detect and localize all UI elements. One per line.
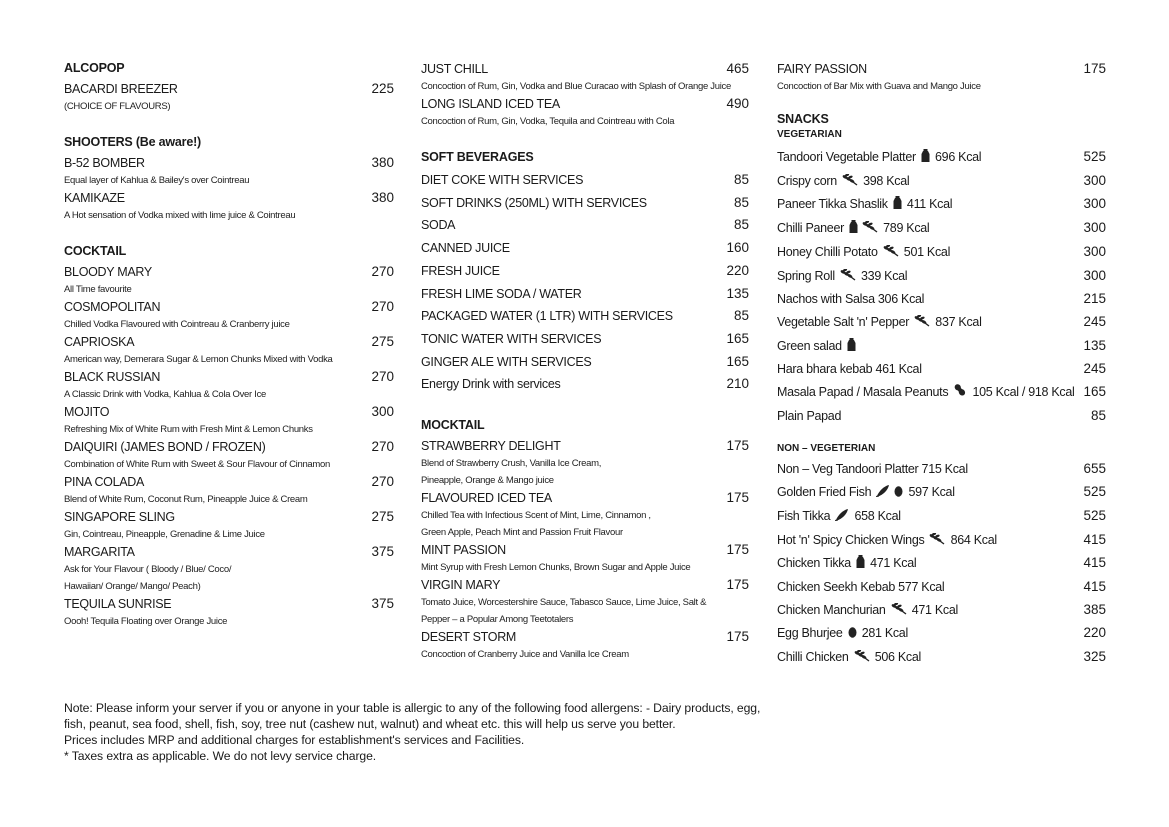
menu-item: [777, 576, 1106, 599]
item-price: 85: [733, 194, 749, 210]
item-price: 375: [371, 544, 394, 559]
item-description: Mint Syrup with Fresh Lemon Chunks, Brown Sugar and Apple Juice: [421, 562, 691, 574]
menu-item: [421, 169, 749, 192]
item-description: Oooh! Tequila Floating over Orange Juice: [64, 616, 228, 627]
item-description: Ask for Your Flavour ( Bloody / Blue/ Coco/: [64, 564, 232, 575]
item-name: JUST CHILL: [421, 62, 488, 76]
item-name: SOFT DRINKS (250ML) WITH SERVICES: [421, 195, 647, 210]
item-name: PINA COLADA: [64, 475, 145, 489]
menu-item: [777, 217, 1106, 241]
menu-item: [64, 80, 394, 98]
fish-icon: [876, 483, 890, 505]
item-calories: 281 Kcal: [861, 626, 908, 641]
menu-item: [777, 622, 1106, 646]
menu-column-1: [64, 60, 394, 630]
item-price: 270: [371, 474, 394, 489]
item-calories: 339 Kcal: [861, 268, 908, 283]
item-price: 135: [1083, 337, 1106, 353]
item-description: American way, Demerara Sugar & Lemon Chunks Mixed with Vodka: [64, 354, 333, 365]
note-line: Prices includes MRP and additional charges for establishment's services and Facilities.: [64, 733, 525, 747]
menu-item: [777, 193, 1106, 217]
item-label: Chicken Seekh Kebab 577 Kcal: [777, 579, 945, 594]
item-name: STRAWBERRY DELIGHT: [421, 439, 561, 454]
item-description: (CHOICE OF FLAVOURS): [64, 101, 171, 112]
item-price: 85: [1090, 407, 1106, 423]
item-price: 275: [371, 334, 394, 349]
item-name: [777, 647, 921, 670]
item-price: 300: [1083, 172, 1106, 188]
item-description: Concoction of Cranberry Juice and Vanilla Ice Cream: [421, 649, 629, 661]
subsection-title-vegetarian: VEGETARIAN: [777, 129, 842, 140]
item-description: Refreshing Mix of White Rum with Fresh Mint & Lemon Chunks: [64, 424, 313, 435]
wheat-icon: [891, 601, 907, 623]
wheat-icon: [914, 313, 930, 335]
item-label: Egg Bhurjee: [777, 626, 843, 641]
section-shooters: [64, 134, 394, 224]
item-name: [777, 406, 841, 428]
item-name: LONG ISLAND ICED TEA: [421, 97, 560, 111]
item-price: 175: [726, 542, 749, 558]
item-name: [777, 359, 922, 381]
item-calories: 837 Kcal: [935, 314, 982, 329]
item-label: Chilli Paneer: [777, 221, 844, 236]
menu-item: [777, 288, 1106, 311]
item-name: [777, 336, 858, 359]
item-name: BACARDI BREEZER: [64, 82, 178, 96]
item-description: Equal layer of Kahlua & Bailey's over Cointreau: [64, 175, 250, 186]
item-name: MARGARITA: [64, 545, 135, 559]
allergen-note: [64, 700, 804, 764]
item-name: GINGER ALE WITH SERVICES: [421, 354, 592, 369]
menu-item: [421, 95, 749, 113]
item-price: 175: [726, 438, 749, 454]
item-name: BLOODY MARY: [64, 265, 152, 279]
item-label: Nachos with Salsa 306 Kcal: [777, 292, 925, 307]
menu-column-2: [421, 60, 749, 663]
item-name: [777, 506, 901, 529]
menu-item: [64, 438, 394, 456]
item-price: 375: [371, 596, 394, 611]
item-price: 85: [733, 217, 749, 233]
item-label: Tandoori Vegetable Platter: [777, 150, 916, 164]
menu-item: [421, 541, 749, 559]
item-name: BLACK RUSSIAN: [64, 370, 161, 384]
menu-item: [777, 599, 1106, 623]
item-calories: 789 Kcal: [883, 221, 930, 236]
milk-icon: [921, 148, 930, 170]
item-label: Plain Papad: [777, 408, 842, 423]
fish-icon: [835, 507, 849, 529]
item-description: Green Apple, Peach Mint and Passion Fruit Flavour: [421, 527, 623, 539]
item-label: Fish Tikka: [777, 508, 831, 523]
item-price: 415: [1083, 531, 1106, 547]
wheat-icon: [854, 648, 870, 670]
item-name: [777, 530, 997, 553]
peanut-icon: [953, 383, 967, 405]
item-price: 380: [371, 155, 394, 170]
menu-item: [64, 298, 394, 316]
menu-item: [777, 311, 1106, 335]
item-calories: 696 Kcal: [935, 150, 982, 164]
item-price: 525: [1083, 507, 1106, 523]
item-price: 270: [371, 369, 394, 384]
milk-icon: [893, 195, 902, 217]
item-calories: 658 Kcal: [854, 508, 901, 523]
menu-item: [64, 595, 394, 613]
section-title: ALCOPOP: [64, 61, 125, 75]
item-name: PACKAGED WATER (1 LTR) WITH SERVICES: [421, 309, 673, 324]
item-label: Paneer Tikka Shaslik: [777, 197, 888, 212]
section-title: SHOOTERS (Be aware!): [64, 135, 202, 149]
item-price: 85: [733, 308, 749, 324]
menu-item: [64, 154, 394, 172]
item-calories: 597 Kcal: [908, 485, 955, 500]
egg-icon: [848, 624, 857, 646]
item-label: Honey Chilli Potato: [777, 244, 878, 259]
menu-item: [421, 628, 749, 646]
soft-beverage-list: [421, 169, 749, 396]
item-name: [777, 147, 981, 170]
item-description: Tomato Juice, Worcestershire Sauce, Tabasco Sauce, Lime Juice, Salt &: [421, 597, 707, 609]
item-price: 225: [371, 81, 394, 96]
item-calories: 398 Kcal: [863, 173, 910, 188]
section-soft-beverages: [421, 149, 749, 396]
item-price: 490: [726, 96, 749, 111]
item-name: COSMOPOLITAN: [64, 300, 161, 314]
item-price: 220: [1083, 625, 1106, 641]
item-price: 525: [1083, 149, 1106, 164]
note-line: Note: Please inform your server if you or anyone in your table is allergic to any of the following food allergens: - Dairy products, egg,: [64, 701, 761, 715]
item-name: [777, 312, 982, 335]
item-label: Vegetable Salt 'n' Pepper: [777, 314, 910, 329]
item-name: [777, 242, 950, 265]
item-price: 245: [1083, 361, 1106, 377]
menu-item: [64, 403, 394, 421]
section-fairy-passion: [777, 60, 1106, 95]
item-description: Pineapple, Orange & Mango juice: [421, 475, 554, 487]
menu-item: [777, 60, 1106, 78]
item-description: Blend of White Rum, Coconut Rum, Pineapple Juice & Cream: [64, 494, 308, 505]
menu-item: [777, 552, 1106, 576]
section-title: SNACKS: [777, 112, 829, 126]
item-price: 300: [1083, 267, 1106, 283]
item-name: [777, 194, 952, 217]
item-price: 160: [726, 240, 749, 256]
item-price: 165: [1083, 384, 1106, 400]
item-description: Gin, Cointreau, Pineapple, Grenadine & Lime Juice: [64, 529, 265, 540]
section-mocktail: [421, 417, 749, 663]
item-price: 380: [371, 190, 394, 205]
item-price: 415: [1083, 578, 1106, 594]
item-name: SODA: [421, 218, 456, 233]
item-calories: 471 Kcal: [911, 602, 958, 617]
menu-item: [421, 576, 749, 594]
item-description: Chilled Tea with Infectious Scent of Mint, Lime, Cinnamon ,: [421, 510, 651, 522]
menu-item: [421, 373, 749, 396]
item-price: 270: [371, 439, 394, 454]
menu-item: [421, 214, 749, 237]
section-title: MOCKTAIL: [421, 418, 485, 433]
item-price: 135: [726, 285, 749, 301]
item-description: All Time favourite: [64, 284, 132, 295]
menu-item: [64, 333, 394, 351]
item-name: CANNED JUICE: [421, 241, 510, 256]
item-price: 465: [726, 61, 749, 76]
item-name: [777, 577, 944, 599]
milk-icon: [847, 337, 856, 359]
item-name: [777, 218, 929, 241]
menu-item: [777, 335, 1106, 359]
section-title: COCKTAIL: [64, 244, 127, 258]
section-cocktail-continued: [421, 60, 749, 130]
item-description: Pepper – a Popular Among Teetotalers: [421, 614, 574, 626]
item-description: Hawaiian/ Orange/ Mango/ Peach): [64, 581, 201, 592]
item-label: Masala Papad / Masala Peanuts: [777, 385, 949, 400]
item-label: Hara bhara kebab 461 Kcal: [777, 362, 922, 377]
milk-icon: [849, 219, 858, 241]
item-name: DAIQUIRI (JAMES BOND / FROZEN): [64, 440, 266, 454]
item-name: [777, 382, 1074, 405]
menu-item: [64, 189, 394, 207]
menu-item: [777, 146, 1106, 170]
item-description: Concoction of Bar Mix with Guava and Mango Juice: [777, 81, 981, 92]
item-name: FAIRY PASSION: [777, 62, 867, 76]
menu-item: [421, 60, 749, 78]
wheat-icon: [842, 172, 858, 194]
menu-item: [777, 481, 1106, 505]
item-label: Spring Roll: [777, 268, 835, 283]
item-price: 270: [371, 264, 394, 279]
menu-item: [421, 260, 749, 283]
item-name: DIET COKE WITH SERVICES: [421, 173, 584, 187]
menu-item: [421, 328, 749, 351]
item-price: 300: [1083, 220, 1106, 236]
menu-item: [777, 170, 1106, 194]
item-description: Blend of Strawberry Crush, Vanilla Ice Cream,: [421, 458, 602, 470]
menu-item: [421, 283, 749, 306]
milk-icon: [856, 554, 865, 576]
menu-item: [64, 543, 394, 561]
item-label: Green salad: [777, 338, 842, 353]
menu-item: [421, 489, 749, 507]
item-name: [777, 553, 916, 576]
item-price: 385: [1083, 601, 1106, 617]
note-line: * Taxes extra as applicable. We do not levy service charge.: [64, 749, 377, 763]
item-calories: 506 Kcal: [874, 650, 921, 665]
menu-item: [777, 381, 1106, 405]
menu-item: [777, 241, 1106, 265]
item-label: Golden Fried Fish: [777, 485, 872, 500]
item-price: 220: [726, 262, 749, 278]
menu-item: [64, 263, 394, 281]
menu-item: [777, 358, 1106, 381]
item-name: [777, 459, 968, 481]
item-description: Concoction of Rum, Gin, Vodka and Blue Curacao with Splash of Orange Juice: [421, 81, 731, 92]
item-label: Chicken Tikka: [777, 556, 851, 571]
menu-item: [777, 265, 1106, 289]
menu-item: [777, 405, 1106, 428]
section-title: SOFT BEVERAGES: [421, 150, 534, 164]
item-price: 215: [1083, 291, 1106, 307]
non-vegetarian-list: [777, 458, 1106, 669]
menu-item: [421, 305, 749, 328]
menu-item: [421, 192, 749, 215]
item-price: 175: [726, 629, 749, 645]
item-name: Energy Drink with services: [421, 377, 561, 392]
item-name: MOJITO: [64, 405, 110, 419]
item-name: MINT PASSION: [421, 543, 506, 558]
item-name: FLAVOURED ICED TEA: [421, 491, 552, 506]
menu-item: [64, 473, 394, 491]
item-description: Concoction of Rum, Gin, Vodka, Tequila and Cointreau with Cola: [421, 116, 675, 127]
wheat-icon: [862, 219, 878, 241]
menu-item: [64, 508, 394, 526]
item-label: Non – Veg Tandoori Platter 715 Kcal: [777, 462, 968, 477]
item-label: Chilli Chicken: [777, 650, 849, 665]
item-price: 165: [726, 330, 749, 346]
menu-item: [777, 646, 1106, 670]
item-name: FRESH JUICE: [421, 263, 500, 278]
item-label: Crispy corn: [777, 173, 837, 188]
item-description: A Hot sensation of Vodka mixed with lime juice & Cointreau: [64, 210, 296, 221]
item-calories: 864 Kcal: [950, 532, 997, 547]
item-name: TEQUILA SUNRISE: [64, 597, 172, 611]
item-price: 300: [1083, 243, 1106, 259]
item-name: [777, 289, 924, 311]
item-description: A Classic Drink with Vodka, Kahlua & Cola Over Ice: [64, 389, 267, 400]
menu-item: [64, 368, 394, 386]
item-name: [777, 482, 955, 505]
item-price: 245: [1083, 313, 1106, 329]
item-name: KAMIKAZE: [64, 191, 125, 205]
section-alcopop: [64, 60, 394, 115]
wheat-icon: [929, 531, 945, 553]
menu-item: [421, 237, 749, 260]
menu-item: [777, 529, 1106, 553]
item-price: 175: [726, 490, 749, 506]
item-description: Combination of White Rum with Sweet & Sour Flavour of Cinnamon: [64, 459, 330, 470]
item-price: 85: [733, 172, 749, 187]
item-name: SINGAPORE SLING: [64, 510, 175, 524]
wheat-icon: [840, 267, 856, 289]
item-calories: 105 Kcal / 918 Kcal: [972, 385, 1075, 400]
egg-icon: [894, 483, 903, 505]
item-name: [777, 623, 908, 646]
item-price: 525: [1083, 484, 1106, 500]
menu-item: [421, 351, 749, 374]
item-price: 165: [726, 353, 749, 369]
item-name: B-52 BOMBER: [64, 156, 145, 170]
item-name: DESERT STORM: [421, 630, 517, 645]
item-name: TONIC WATER WITH SERVICES: [421, 331, 602, 346]
item-calories: 501 Kcal: [903, 244, 951, 259]
item-name: [777, 600, 958, 623]
section-cocktail: [64, 243, 394, 630]
item-price: 210: [726, 376, 749, 392]
item-price: 175: [726, 577, 749, 593]
item-label: Hot 'n' Spicy Chicken Wings: [777, 532, 925, 547]
menu-item: [421, 437, 749, 455]
item-name: VIRGIN MARY: [421, 578, 501, 593]
section-snacks: [777, 111, 1106, 670]
vegetarian-list: [777, 146, 1106, 427]
subsection-title-non-vegetarian: NON – VEGETERIAN: [777, 443, 876, 455]
item-price: 325: [1083, 649, 1106, 665]
wheat-icon: [883, 243, 899, 265]
item-price: 415: [1083, 555, 1106, 571]
item-calories: 411 Kcal: [906, 197, 953, 212]
item-calories: 471 Kcal: [870, 556, 917, 571]
item-price: 300: [371, 404, 394, 419]
item-description: Chilled Vodka Flavoured with Cointreau & Cranberry juice: [64, 319, 290, 330]
item-price: 275: [371, 509, 394, 524]
item-price: 175: [1083, 61, 1106, 76]
item-name: FRESH LIME SODA / WATER: [421, 286, 582, 301]
note-line: fish, peanut, sea food, shell, fish, soy, tree nut (cashew nut, walnut) and wheat etc. this will help us serve you better.: [64, 717, 676, 731]
item-name: CAPRIOSKA: [64, 335, 135, 349]
item-price: 655: [1083, 461, 1106, 477]
menu-item: [777, 505, 1106, 529]
item-price: 300: [1083, 196, 1106, 212]
menu-column-3: [777, 60, 1106, 670]
item-name: [777, 171, 909, 194]
item-label: Chicken Manchurian: [777, 602, 886, 617]
menu-item: [777, 458, 1106, 481]
item-name: [777, 266, 907, 289]
item-price: 270: [371, 299, 394, 314]
